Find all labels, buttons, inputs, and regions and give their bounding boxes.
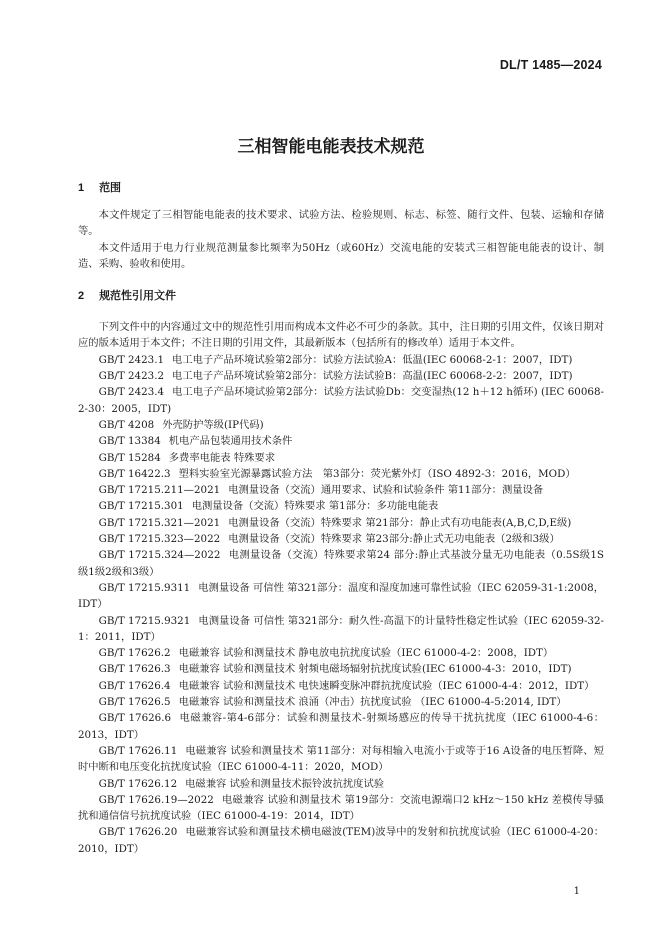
section-number: 2	[78, 290, 85, 303]
section-heading-normative-references	[78, 288, 604, 305]
reference-title: 电磁兼容 试验和测量技术 第19部分：交流电源端口2 kHz～150 kHz 差模传导骚扰和通信信号抗扰度试验（IEC 61000-4-19：2014，IDT）	[78, 793, 604, 823]
document-id: DL/T 1485—2024	[499, 58, 602, 72]
reference-code: GB/T 17215.324—2022	[98, 549, 221, 562]
reference-title: 电磁兼容 试验和测量技术 静电放电抗扰度试验（IEC 61000-4-2：2008，IDT）	[178, 647, 554, 660]
reference-code: GB/T 17215.301	[98, 500, 184, 513]
reference-item	[78, 450, 604, 466]
reference-title: 电磁兼容-第4-6部分：试验和测量技术-射频场感应的传导干扰抗扰度（IEC 61000-4-6：2013，IDT）	[78, 712, 604, 741]
reference-title: 电磁兼容 试验和测量技术 电快速瞬变脉冲群抗扰度试验（IEC 61000-4-4：2012，IDT）	[178, 679, 595, 692]
page-number: 1	[573, 886, 580, 897]
reference-title: 电磁兼容 试验和测量技术 浪涌（冲击）抗扰度试验 （IEC 61000-4-5:2014, IDT）	[178, 696, 567, 709]
reference-title: 外壳防护等级(IP代码)	[162, 418, 264, 431]
reference-item	[78, 515, 604, 531]
reference-code: GB/T 17626.12	[98, 777, 178, 790]
reference-code: GB/T 15284	[98, 451, 161, 464]
reference-item	[78, 645, 604, 661]
paragraph: 下列文件中的内容通过文中的规范性引用而构成本文件必不可少的条款。其中，注日期的引用文件，仅该日期对应的版本适用于本文件；不注日期的引用文件，其最新版本（包括所有的修改单）适用于本文件。	[78, 321, 604, 350]
reference-code: GB/T 17626.20	[98, 826, 178, 839]
section-title: 规范性引用文件	[99, 290, 177, 303]
reference-item	[78, 661, 604, 677]
reference-list	[78, 352, 604, 857]
reference-item	[78, 694, 604, 710]
reference-title: 电测量设备（交流）特殊要求 第23部分:静止式无功电能表（2级和3级）	[228, 533, 560, 546]
reference-title: 多费率电能表 特殊要求	[168, 451, 276, 464]
reference-code: GB/T 2423.4	[98, 386, 165, 399]
reference-code: GB/T 17215.211—2021	[98, 484, 221, 497]
paragraph: 本文件规定了三相智能电能表的技术要求、试验方法、检验规则、标志、标签、随行文件、包装、运输和存储等。	[78, 209, 604, 238]
document-body	[78, 180, 604, 857]
reference-code: GB/T 17626.4	[98, 679, 171, 692]
reference-title: 电工电子产品环境试验第2部分：试验方法试验A：低温(IEC 60068-2-1：2007，IDT)	[172, 353, 573, 366]
reference-title: 机电产品包装通用技术条件	[168, 435, 293, 448]
reference-item	[78, 547, 604, 580]
reference-code: GB/T 17626.3	[98, 663, 171, 676]
reference-title: 电磁兼容 试验和测量技术 射频电磁场辐射抗扰度试验(IEC 61000-4-3：2010，IDT)	[178, 663, 572, 676]
section-title: 范围	[99, 182, 122, 194]
reference-item	[78, 613, 604, 646]
reference-title: 电工电子产品环境试验第2部分：试验方法试验Db：交变湿热(12 h＋12 h循环) (IEC 60068-2-30：2005，IDT)	[78, 386, 604, 415]
reference-title: 电测量设备（交流）特殊要求第24 部分:静止式基波分量无功电能表（0.5S级1S级1级2级和3级）	[78, 549, 604, 578]
reference-code: GB/T 2423.2	[98, 370, 165, 383]
reference-item	[78, 710, 604, 743]
reference-item	[78, 824, 604, 857]
section-heading-scope	[78, 180, 604, 197]
reference-code: GB/T 17215.9311	[98, 581, 191, 594]
reference-item	[78, 433, 604, 449]
reference-item	[78, 792, 604, 825]
reference-item	[78, 678, 604, 694]
reference-title: 电测量设备（交流）通用要求、试验和试验条件 第11部分：测量设备	[228, 484, 544, 497]
reference-code: GB/T 17626.11	[98, 744, 178, 757]
reference-item	[78, 743, 604, 776]
reference-item	[78, 417, 604, 433]
reference-item	[78, 384, 604, 417]
reference-code: GB/T 17215.321—2021	[98, 516, 221, 529]
reference-title: 塑料实验室光源暴露试验方法 第3部分：荧光紫外灯（ISO 4892-3：2016，MOD）	[178, 467, 576, 480]
reference-code: GB/T 4208	[98, 418, 155, 431]
paragraph: 本文件适用于电力行业规范测量参比频率为50Hz（或60Hz）交流电能的安装式三相智能电能表的设计、制造、采购、验收和使用。	[78, 241, 604, 270]
reference-code: GB/T 17626.6	[98, 712, 172, 725]
reference-title: 电磁兼容 试验和测量技术 第11部分：对每相输入电流小于或等于16 A设备的电压暂降、短时中断和电压变化抗扰度试验（IEC 61000-4-11：2020，MOD）	[78, 744, 604, 774]
reference-item	[78, 482, 604, 498]
reference-title: 电测量设备 可信性 第321部分：耐久性-高温下的计量特性稳定性试验（IEC 62059-32-1：2011，IDT）	[78, 614, 605, 643]
reference-item	[78, 466, 604, 482]
reference-code: GB/T 13384	[98, 435, 161, 448]
reference-title: 电测量设备（交流）特殊要求 第1部分：多功能电能表	[191, 500, 439, 513]
reference-code: GB/T 17215.323—2022	[98, 533, 221, 546]
reference-item	[78, 368, 604, 384]
reference-title: 电磁兼容 试验和测量技术振铃波抗扰度试验	[185, 777, 385, 790]
reference-code: GB/T 17626.19—2022	[98, 793, 214, 806]
reference-item	[78, 776, 604, 792]
reference-code: GB/T 17215.9321	[98, 614, 191, 627]
reference-code: GB/T 2423.1	[98, 353, 165, 366]
document-title: 三相智能电能表技术规范	[237, 137, 425, 157]
reference-title: 电磁兼容试验和测量技术横电磁波(TEM)波导中的发射和抗扰度试验（IEC 61000-4-20：2010，IDT）	[78, 826, 604, 855]
reference-item	[78, 498, 604, 514]
reference-item	[78, 531, 604, 547]
section-number: 1	[78, 182, 85, 194]
reference-code: GB/T 17626.5	[98, 696, 171, 709]
reference-item	[78, 580, 604, 613]
reference-code: GB/T 17626.2	[98, 647, 171, 660]
reference-title: 电测量设备（交流）特殊要求 第21部分：静止式有功电能表(A,B,C,D,E级)	[228, 516, 572, 529]
reference-title: 电工电子产品环境试验第2部分：试验方法试验B：高温(IEC 60068-2-2：2007，IDT)	[172, 370, 573, 383]
reference-code: GB/T 16422.3	[98, 467, 171, 480]
reference-item	[78, 352, 604, 368]
reference-title: 电测量设备 可信性 第321部分：温度和湿度加速可靠性试验（IEC 62059-31-1:2008，IDT）	[78, 581, 604, 611]
